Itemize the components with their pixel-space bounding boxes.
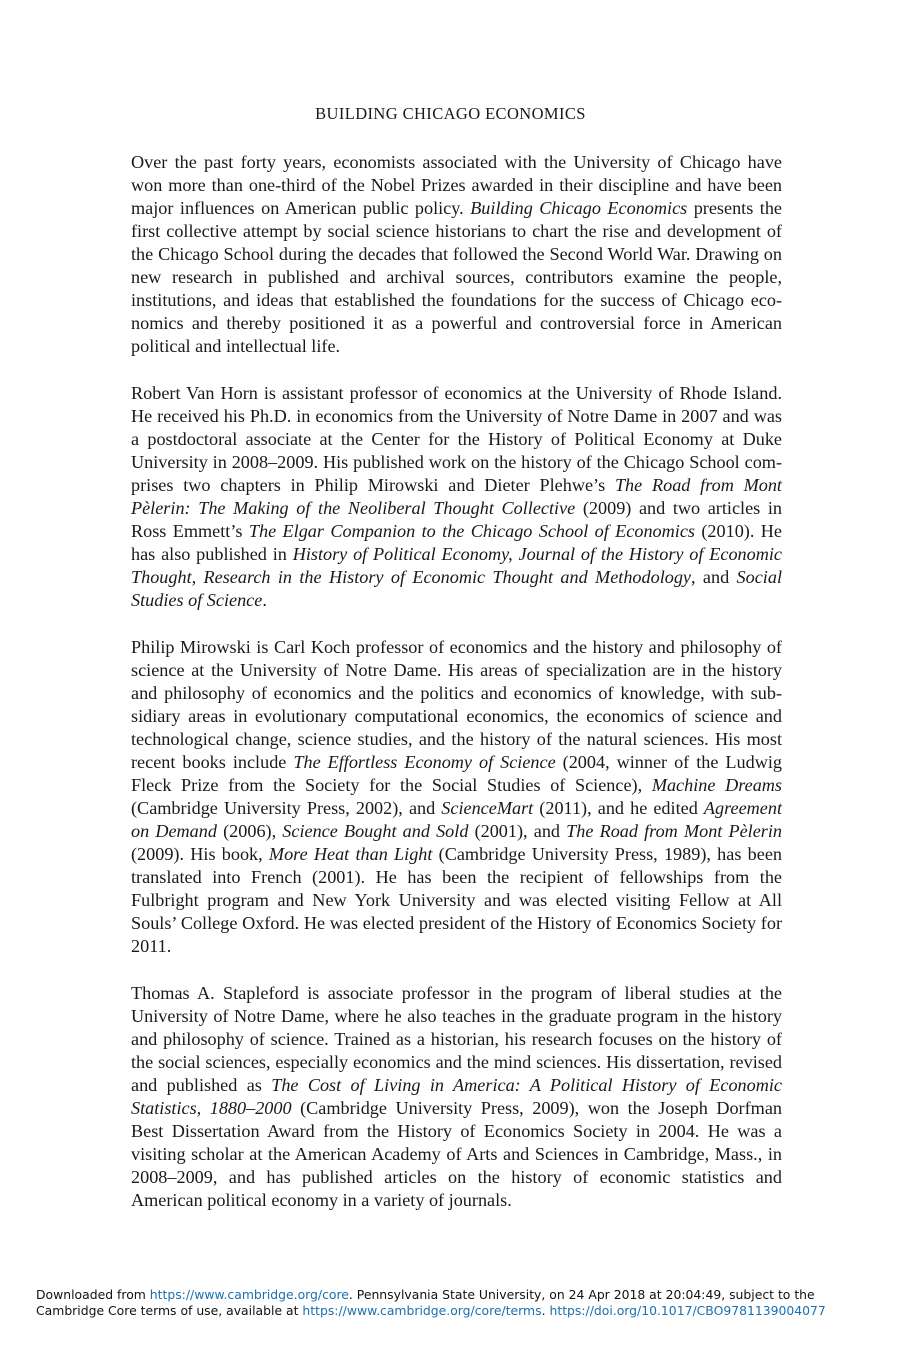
italic-title: The Road from Mont Pèlerin (566, 821, 783, 841)
download-footer (36, 1287, 876, 1319)
italic-title: Machine Dreams (651, 775, 783, 795)
paragraph-book-description (131, 151, 782, 358)
text-run: (Cambridge University Press, 1989), has been translated into French (2001). He has been the recipient of fellowships from the Fulbright program and New York University and was elected visiting Fellow at All Souls’ College Oxford. He was elected president of the History of Economics Society for 2011. (131, 844, 782, 956)
text-run: Philip Mirowski is Carl Koch professor of economics and the history and philosophy of science at the University of Notre Dame. His areas of specialization are in the history and philosophy of economics and the politics and economics of knowledge, with subsidiary areas in evolutionary computational economics, the economics of science and technological change, science studies, and the history of the natural sciences. His most recent books include (131, 637, 782, 772)
text-run: , and (691, 567, 737, 587)
text-run: (Cambridge University Press, 2009), won the Joseph Dorfman Best Dissertation Award from the History of Economics Society in 2004. He was a visiting scholar at the American Academy of Arts and Sciences in Cambridge, Mass., in 2008–2009, and has published articles on the history of economic statistics and American political economy in a variety of journals. (131, 1098, 782, 1210)
footer-downloaded-text: Downloaded from (36, 1287, 150, 1302)
text-run: (2009). His book, (131, 844, 269, 864)
text-run: (Cambridge University Press, 2002), and (131, 798, 442, 818)
page-title: BUILDING CHICAGO ECONOMICS (315, 104, 586, 123)
italic-title: The Cost of Living in America: A Political History of Economic Statistics, 1880–2000 (131, 1075, 782, 1118)
text-run: (2011), and he edited (533, 798, 704, 818)
text-run: Thomas A. Stapleford is associate professor in the program of liberal studies at the University of Notre Dame, where he also teaches in the graduate program in the history and philosophy of science. Trained as a historian, his research focuses on the history of the social sciences, especially economics and the mind sciences. His dissertation, revised and published as (131, 983, 782, 1095)
text-run: presents the first collective attempt by social science historians to chart the rise and development of the Chicago School during the decades that followed the Second World War. Drawing on new research in published and archival sources, contributors examine the people, institutions, and ideas that established the foundations for the success of Chicago economics and thereby positioned it as a powerful and controversial force in American political and intellectual life. (131, 198, 782, 356)
doi-link[interactable]: https://doi.org/10.1017/CBO9781139004077 (549, 1303, 826, 1318)
body-text (131, 151, 782, 1236)
italic-title: The Elgar Companion to the Chicago School of Economics (248, 521, 695, 541)
text-run: (2010). He has also published in (131, 521, 782, 564)
text-run: (2009) and two articles in Ross Emmett’s (131, 498, 783, 541)
text-run: (2004, winner of the Ludwig Fleck Prize from the Society for the Social Studies of Science), (131, 752, 783, 795)
text-run: (2006), (216, 821, 283, 841)
terms-link[interactable]: https://www.cambridge.org/core/terms (302, 1303, 542, 1318)
text-run: (2001), and (468, 821, 567, 841)
italic-title: Agreement on Demand (131, 798, 782, 841)
italic-title: The Road from Mont Pèlerin: The Making of the Neoliberal Thought Collective (131, 475, 782, 518)
paragraph-bio-van-horn (131, 382, 782, 612)
footer-terms-text: . Pennsylvania State University, on 24 Apr 2018 at 20:04:49, subject to the Cambridge Core terms of use, available at (36, 1287, 815, 1318)
cambridge-core-link[interactable]: https://www.cambridge.org/core (149, 1287, 349, 1302)
paragraph-bio-mirowski (131, 636, 782, 958)
text-run: . (262, 590, 267, 610)
italic-title: ScienceMart (441, 798, 534, 818)
italic-title: History of Political Economy, Journal of the History of Economic Thought, Research in the History of Economic Thought and Methodology (131, 544, 782, 587)
footer-separator: . (541, 1303, 550, 1318)
text-run: Over the past forty years, economists associated with the University of Chicago have won more than one-third of the Nobel Prizes awarded in their discipline and have been major influences on American public policy. (131, 152, 782, 218)
italic-title: Building Chicago Economics (470, 198, 688, 218)
italic-title: Social Studies of Science (131, 567, 782, 610)
paragraph-bio-stapleford (131, 982, 782, 1212)
italic-title: The Effortless Economy of Science (293, 752, 556, 772)
italic-title: More Heat than Light (268, 844, 433, 864)
text-run: Robert Van Horn is assistant professor of economics at the University of Rhode Island. He received his Ph.D. in economics from the University of Notre Dame in 2007 and was a postdoctoral associate at the Center for the History of Political Economy at Duke University in 2008–2009. His published work on the history of the Chicago School comprises two chapters in Philip Mirowski and Dieter Plehwe’s (131, 383, 782, 495)
italic-title: Science Bought and Sold (282, 821, 469, 841)
